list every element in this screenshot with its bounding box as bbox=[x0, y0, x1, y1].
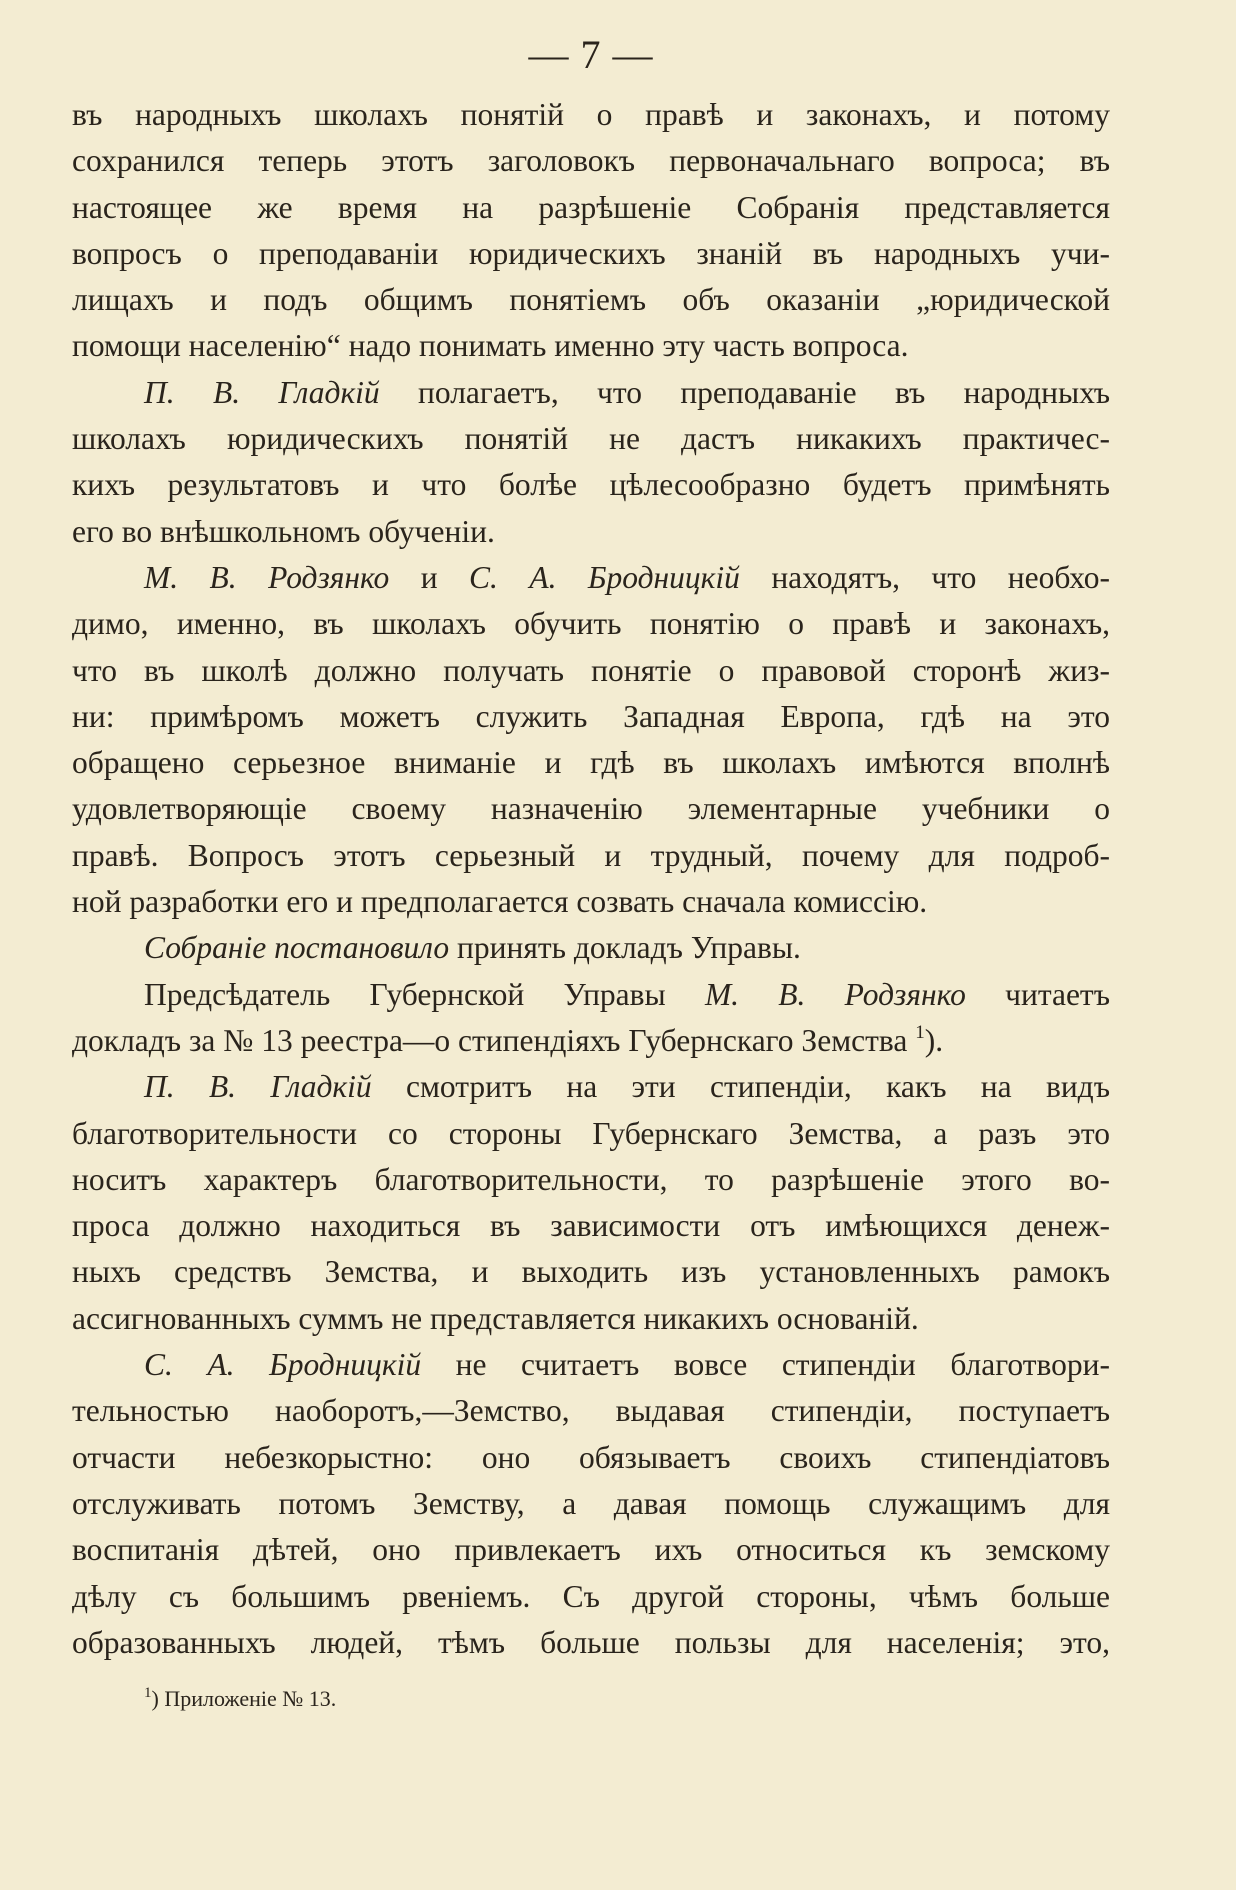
text-line: тельностью наоборотъ,—Земство, выдавая стипендіи, поступаетъ bbox=[72, 1393, 1110, 1429]
text-line: въ народныхъ школахъ понятій о правѣ и законахъ, и потому bbox=[72, 97, 1110, 132]
text-line: дѣлу съ большимъ рвеніемъ. Съ другой стороны, чѣмъ больше bbox=[72, 1578, 1110, 1614]
paragraph-report bbox=[72, 972, 1110, 1065]
text-line bbox=[72, 925, 1110, 971]
text-run: и bbox=[389, 559, 470, 595]
footnote-text: ) Приложеніе № 13. bbox=[151, 1686, 337, 1712]
paragraph-brodnitskiy bbox=[72, 1342, 1110, 1666]
text-line: отчасти небезкорыстно: оно обязываетъ своихъ стипендіатовъ bbox=[72, 1439, 1110, 1475]
text-run: полагаетъ, что преподаваніе въ народныхъ bbox=[379, 374, 1110, 410]
speaker-name: П. В. Гладкій bbox=[144, 1069, 372, 1105]
text-line: димо, именно, въ школахъ обучить понятію о правѣ и законахъ, bbox=[72, 606, 1110, 642]
paragraph-intro bbox=[72, 92, 1110, 370]
paragraph-gladkiy-1 bbox=[72, 370, 1110, 555]
text-line bbox=[72, 555, 1110, 601]
paragraph-rodzyanko-brodnitskiy bbox=[72, 555, 1110, 925]
text-line: удовлетворяющіе своему назначенію элементарные учебники о bbox=[72, 791, 1110, 827]
speaker-name: С. А. Бродницкій bbox=[144, 1347, 422, 1383]
text-line: воспитанія дѣтей, оно привлекаетъ ихъ относиться къ земскому bbox=[72, 1532, 1110, 1568]
text-line: благотворительности со стороны Губернскаго Земства, а разъ это bbox=[72, 1115, 1110, 1151]
text-line: помощи населенію“ надо понимать именно эту часть вопроса. bbox=[72, 328, 909, 364]
text-line: кихъ результатовъ и что болѣе цѣлесообразно будетъ примѣнять bbox=[72, 467, 1110, 503]
decision-label: Собраніе постановило bbox=[144, 930, 450, 966]
speaker-name: П. В. Гладкій bbox=[144, 374, 380, 410]
text-line: ныхъ средствъ Земства, и выходить изъ установленныхъ рамокъ bbox=[72, 1254, 1110, 1290]
text-run: не считаетъ вовсе стипендіи благотвори- bbox=[421, 1347, 1110, 1383]
text-line: ной разработки его и предполагается созвать сначала комиссію. bbox=[72, 884, 928, 920]
text-line: правѣ. Вопросъ этотъ серьезный и трудный, почему для подроб- bbox=[72, 837, 1110, 873]
text-run: ). bbox=[924, 1022, 944, 1058]
text-line: сохранился теперь этотъ заголовокъ первоначальнаго вопроса; въ bbox=[72, 143, 1110, 179]
text-line: что въ школѣ должно получать понятіе о правовой сторонѣ жиз- bbox=[72, 652, 1110, 688]
text-run: смотритъ на эти стипендіи, какъ на видъ bbox=[371, 1069, 1110, 1105]
footnote-reference[interactable]: 1 bbox=[915, 1021, 925, 1043]
text-line bbox=[72, 1018, 1110, 1064]
text-line: отслуживать потомъ Земству, а давая помощь служащимъ для bbox=[72, 1485, 1110, 1521]
text-line: ассигнованныхъ суммъ не представляется никакихъ основаній. bbox=[72, 1300, 919, 1336]
text-line bbox=[72, 972, 1110, 1018]
paragraph-gladkiy-2 bbox=[72, 1064, 1110, 1342]
footnote-separator bbox=[72, 1666, 1110, 1684]
text-line: лищахъ и подъ общимъ понятіемъ объ оказаніи „юридической bbox=[72, 282, 1110, 318]
text-run: читаетъ bbox=[965, 976, 1110, 1012]
text-run: Предсѣдатель Губернской Управы bbox=[144, 976, 705, 1012]
text-line: образованныхъ людей, тѣмъ больше пользы для населенія; это, bbox=[72, 1624, 1110, 1660]
text-line: его во внѣшкольномъ обученіи. bbox=[72, 513, 495, 549]
text-run: принять докладъ Управы. bbox=[449, 930, 801, 966]
speaker-name: М. В. Родзянко bbox=[144, 559, 390, 595]
text-run: докладъ за № 13 реестра—о стипендіяхъ Губернскаго Земства bbox=[72, 1022, 916, 1058]
footnote bbox=[72, 1684, 1110, 1714]
text-run: находятъ, что необхо- bbox=[739, 559, 1110, 595]
page-number: — 7 — bbox=[528, 32, 654, 77]
text-line: ни: примѣромъ можетъ служить Западная Европа, гдѣ на это bbox=[72, 698, 1110, 734]
text-line: проса должно находиться въ зависимости отъ имѣющихся денеж- bbox=[72, 1208, 1110, 1244]
text-line bbox=[72, 370, 1110, 416]
text-line: вопросъ о преподаваніи юридическихъ знаній въ народныхъ учи- bbox=[72, 235, 1110, 271]
text-line bbox=[72, 1064, 1110, 1110]
text-line: школахъ юридическихъ понятій не дастъ никакихъ практичес- bbox=[72, 421, 1110, 457]
text-line bbox=[72, 1342, 1110, 1388]
text-line: носитъ характеръ благотворительности, то разрѣшеніе этого во- bbox=[72, 1161, 1110, 1197]
speaker-name: С. А. Бродницкій bbox=[469, 559, 740, 595]
text-line: настоящее же время на разрѣшеніе Собранія представляется bbox=[72, 189, 1110, 225]
footnote-mark: 1 bbox=[144, 1685, 152, 1702]
speaker-name: М. В. Родзянко bbox=[704, 976, 966, 1012]
text-line: обращено серьезное вниманіе и гдѣ въ школахъ имѣются вполнѣ bbox=[72, 745, 1110, 781]
paragraph-decision bbox=[72, 925, 1110, 971]
